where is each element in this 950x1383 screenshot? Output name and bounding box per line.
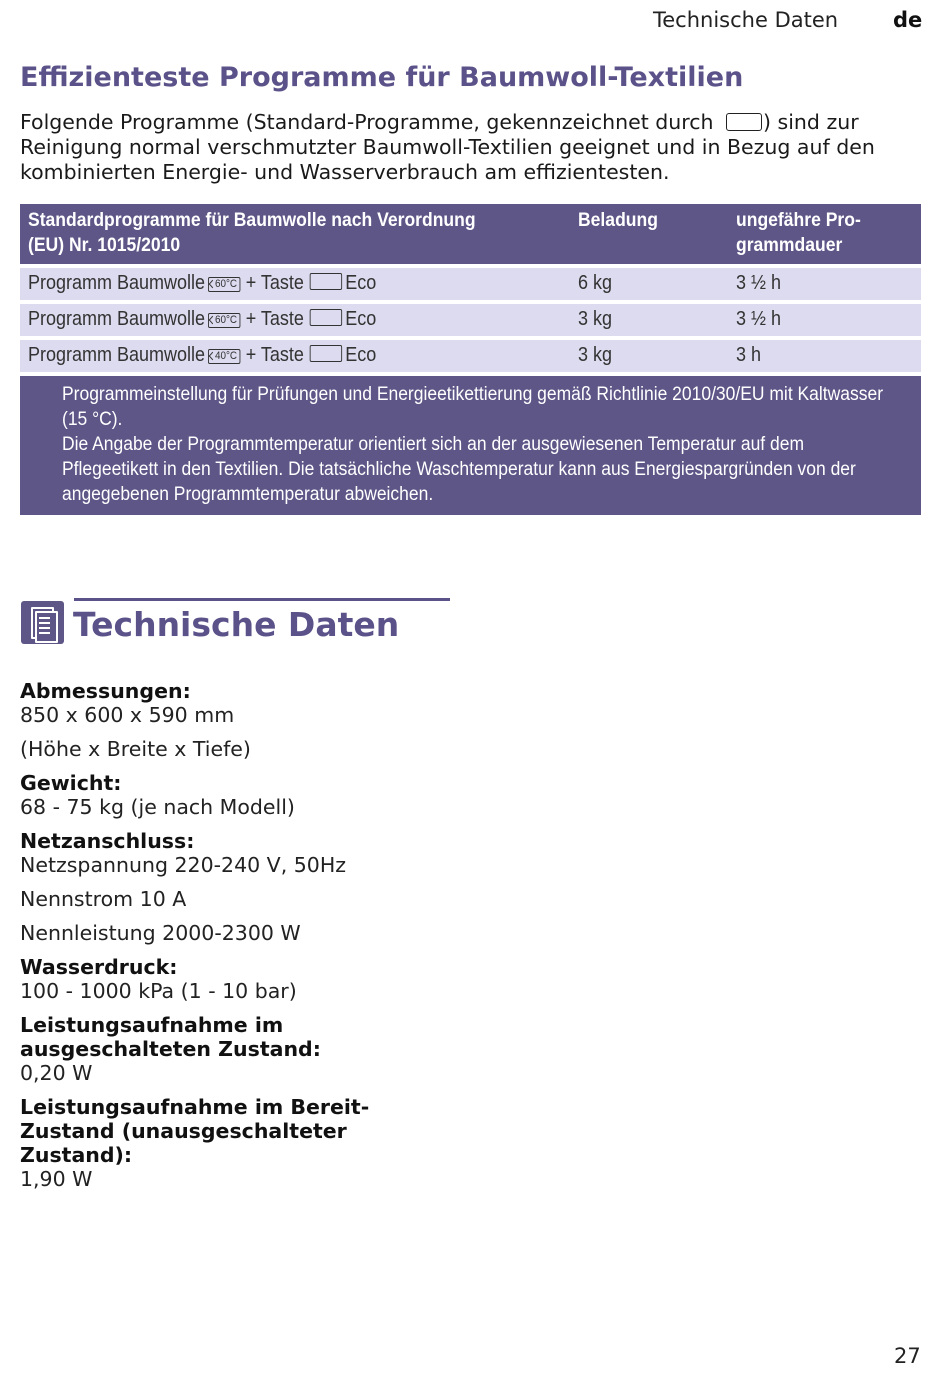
program-name: Programm Baumwolle [28, 344, 206, 366]
spec-value: 100 - 1000 kPa (1 - 10 bar) [20, 979, 297, 1003]
running-header-language: de [893, 8, 923, 32]
spec-value: 1,90 W [20, 1167, 93, 1191]
spec-label: Netzanschluss: [20, 829, 195, 853]
table-note-temperature: Die Angabe der Programmtemperatur orientiert sich an der ausgewiesenen Temperatur auf dem Pflegeetikett in den Textilien. Die tatsächliche Waschtemperatur kann aus Energiespargründen von der angegebenen Programmtemperatur abweichen. [62, 434, 856, 505]
load-cell: 3 kg [578, 344, 613, 366]
table-row [20, 340, 921, 372]
program-name: Programm Baumwolle [28, 308, 206, 330]
spec-label: Leistungsaufnahme im Bereit-Zustand (unausgeschalteter Zustand): [20, 1095, 370, 1167]
duration-cell: 3 ½ h [736, 308, 782, 330]
program-cell [28, 308, 376, 331]
standard-program-key-icon [726, 113, 762, 131]
intro-text-end: ) sind zur Reinigung normal verschmutzter Baumwoll-Textilien geeignet und in Bezug auf den kombinierten Energie- und Wasserverbrauch am effizientesten. [20, 110, 875, 184]
program-cell [28, 272, 376, 295]
temperature-icon [208, 277, 241, 292]
eco-label: Eco [345, 272, 377, 294]
header-load: Beladung [578, 209, 658, 231]
temperature-value: 40°C [214, 350, 238, 362]
table-note [20, 376, 921, 515]
spec-value: Netzspannung 220-240 V, 50Hz [20, 853, 346, 877]
header-duration: ungefähre Pro-grammdauer [736, 209, 861, 256]
heading-rule [74, 598, 450, 601]
program-cell [28, 344, 376, 367]
eco-key-icon [309, 273, 341, 290]
efficiency-heading: Effizienteste Programme für Baumwoll-Textilien [20, 62, 744, 93]
spec-value: 68 - 75 kg (je nach Modell) [20, 795, 295, 819]
temperature-icon [208, 349, 241, 364]
eco-key-icon [309, 309, 341, 326]
document-icon [21, 601, 64, 644]
table-note-test-settings: Programmeinstellung für Prüfungen und Energieetikettierung gemäß Richtlinie 2010/30/EU mit Kaltwasser (15 °C). [62, 384, 884, 430]
temperature-icon [208, 313, 241, 328]
duration-cell: 3 ½ h [736, 272, 782, 294]
key-label: + Taste [245, 308, 304, 330]
running-header-section: Technische Daten [653, 8, 839, 32]
intro-text-start: Folgende Programme (Standard-Programme, gekennzeichnet durch [20, 110, 721, 134]
temperature-value: 60°C [214, 314, 238, 326]
eco-label: Eco [345, 344, 377, 366]
spec-label: Abmessungen: [20, 679, 191, 703]
page-number: 27 [894, 1344, 921, 1368]
spec-label: Wasserdruck: [20, 955, 178, 979]
duration-cell: 3 h [736, 344, 762, 366]
standard-programs-table [20, 204, 921, 515]
table-body [20, 268, 921, 372]
temperature-value: 60°C [214, 278, 238, 290]
spec-value: (Höhe x Breite x Tiefe) [20, 737, 251, 761]
spec-value: Nennleistung 2000-2300 W [20, 921, 301, 945]
table-row [20, 268, 921, 300]
spec-label: Gewicht: [20, 771, 122, 795]
program-name: Programm Baumwolle [28, 272, 206, 294]
efficiency-intro [20, 110, 925, 185]
spec-label: Leistungsaufnahme im ausgeschalteten Zustand: [20, 1013, 321, 1061]
table-row [20, 304, 921, 336]
technical-specs-list [20, 679, 460, 1201]
spec-value: 850 x 600 x 590 mm [20, 703, 235, 727]
table-header-row [20, 204, 921, 264]
load-cell: 6 kg [578, 272, 613, 294]
spec-value: Nennstrom 10 A [20, 887, 187, 911]
key-label: + Taste [245, 344, 304, 366]
spec-value: 0,20 W [20, 1061, 93, 1085]
load-cell: 3 kg [578, 308, 613, 330]
technical-data-title: Technische Daten [73, 605, 400, 644]
technical-data-heading [20, 598, 450, 648]
header-program: Standardprogramme für Baumwolle nach Verordnung (EU) Nr. 1015/2010 [28, 209, 476, 256]
eco-key-icon [309, 345, 341, 362]
key-label: + Taste [245, 272, 304, 294]
eco-label: Eco [345, 308, 377, 330]
